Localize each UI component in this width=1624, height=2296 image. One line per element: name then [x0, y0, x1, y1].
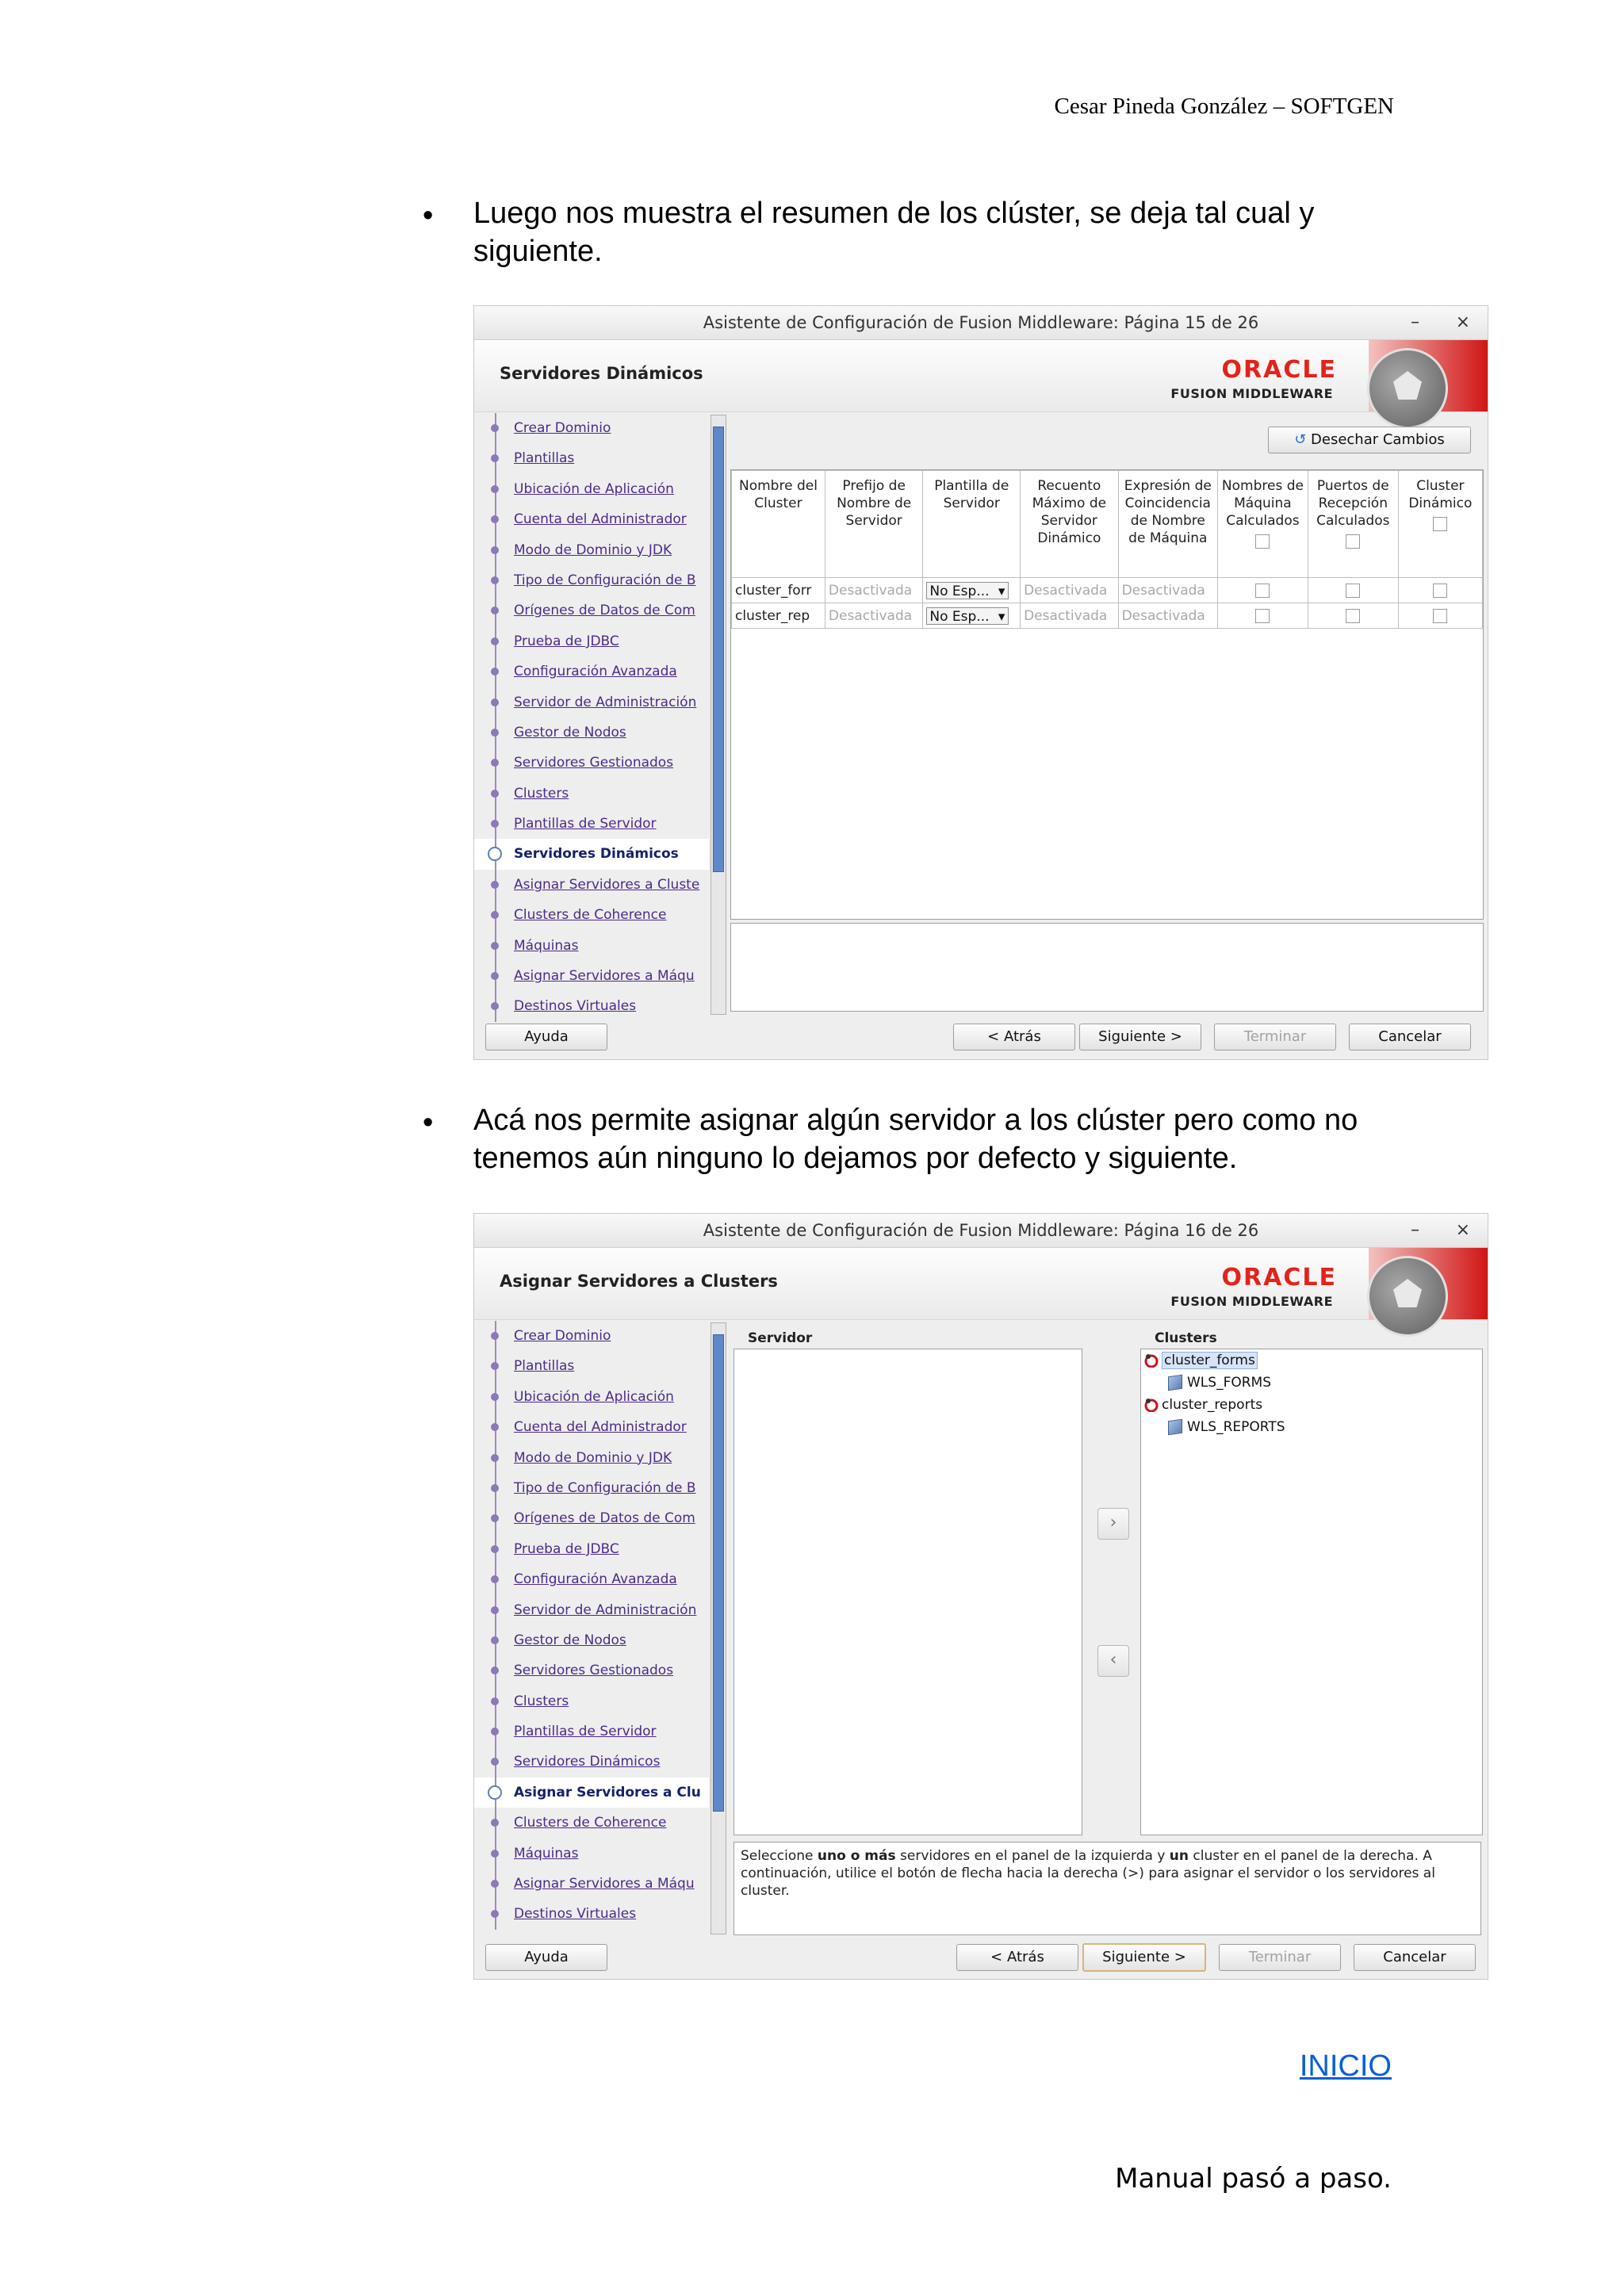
discard-changes-button[interactable]: ↺ Desechar Cambios: [1268, 427, 1471, 453]
step-indicator-icon: [491, 759, 499, 767]
minimize-icon[interactable]: –: [1411, 1220, 1419, 1240]
wizard-step-item[interactable]: [474, 1686, 709, 1716]
step-indicator-icon: [491, 1606, 499, 1614]
wizard-step-item[interactable]: [474, 1716, 709, 1747]
wizard-step-item[interactable]: [474, 1655, 709, 1686]
step-label[interactable]: Ubicación de Aplicación: [514, 480, 674, 497]
window-title: Asistente de Configuración de Fusion Middleware: Página 16 de 26: [703, 1221, 1259, 1240]
wizard-step-item[interactable]: [474, 900, 709, 930]
bullet-1-text: Luego nos muestra el resumen de los clúster, se deja tal cual y siguiente.: [473, 197, 1315, 268]
step-label[interactable]: Clusters: [514, 1693, 569, 1709]
wizard-step-item[interactable]: [474, 991, 709, 1021]
step-label[interactable]: Servidor de Administración: [514, 1601, 697, 1618]
step-indicator-icon: [491, 881, 499, 889]
wizard-step-item[interactable]: [474, 1321, 709, 1351]
wizard-step-item[interactable]: [474, 961, 709, 991]
step-label[interactable]: Prueba de JDBC: [514, 1540, 619, 1557]
wizard-step-item[interactable]: [474, 1443, 709, 1473]
wizard-step-item[interactable]: [474, 1808, 709, 1838]
window-titlebar: [474, 1214, 1488, 1248]
step-label[interactable]: Servidor de Administración: [514, 694, 697, 710]
row-checkbox[interactable]: [1433, 609, 1447, 623]
step-indicator-icon: [491, 515, 499, 523]
step-indicator-icon: [491, 911, 499, 919]
page-heading: Servidores Dinámicos: [500, 364, 703, 383]
wizard-step-item[interactable]: [474, 1625, 709, 1655]
step-indicator-icon: [491, 546, 499, 554]
checkbox-cell[interactable]: [1308, 603, 1398, 629]
step-label[interactable]: Modo de Dominio y JDK: [514, 1449, 672, 1466]
step-label[interactable]: Máquinas: [514, 937, 579, 954]
step-label[interactable]: Crear Dominio: [514, 420, 611, 436]
select-all-checkbox[interactable]: [1346, 534, 1360, 549]
back-button[interactable]: < Atrás: [956, 1944, 1078, 1971]
back-button[interactable]: < Atrás: [953, 1024, 1075, 1050]
wizard-step-item[interactable]: [474, 839, 709, 869]
config-wizard-dialog-page-15: [473, 305, 1488, 1060]
next-button[interactable]: Siguiente >: [1079, 1024, 1201, 1050]
column-header[interactable]: [825, 471, 922, 578]
bullet-1-marker: •: [423, 199, 434, 232]
row-checkbox[interactable]: [1255, 584, 1270, 598]
step-indicator-icon: [491, 698, 499, 706]
column-header-label: Recuento Máximo de Servidor Dinámico: [1032, 478, 1107, 546]
step-indicator-icon: [491, 729, 499, 737]
document-header: Cesar Pineda González – SOFTGEN: [1054, 94, 1394, 119]
step-label[interactable]: Asignar Servidores a Máqu: [514, 1876, 695, 1892]
step-indicator-icon: [491, 820, 499, 828]
wizard-step-item[interactable]: [474, 718, 709, 748]
step-indicator-icon: [491, 576, 499, 584]
step-label[interactable]: Modo de Dominio y JDK: [514, 541, 672, 558]
step-indicator-icon: [491, 454, 499, 462]
dynamic-servers-table: [731, 470, 1483, 629]
column-header[interactable]: [923, 471, 1021, 578]
assign-right-arrow-icon[interactable]: ›: [1097, 1508, 1129, 1540]
wizard-step-item[interactable]: [474, 1595, 709, 1625]
window-title: Asistente de Configuración de Fusion Middleware: Página 15 de 26: [703, 313, 1259, 332]
steps-scrollbar-thumb[interactable]: [713, 1334, 724, 1812]
step-indicator-icon: [491, 607, 499, 614]
finish-button[interactable]: Terminar: [1214, 1024, 1336, 1050]
page-banner: [474, 340, 1488, 412]
cancel-button[interactable]: Cancelar: [1349, 1024, 1471, 1050]
step-label[interactable]: Gestor de Nodos: [514, 724, 626, 740]
wizard-step-item[interactable]: [474, 1351, 709, 1381]
wizard-step-item[interactable]: [474, 1564, 709, 1594]
wizard-step-item[interactable]: [474, 1899, 709, 1929]
servers-list[interactable]: [733, 1349, 1082, 1835]
wizard-step-item[interactable]: [474, 1839, 709, 1869]
checkbox-cell[interactable]: [1398, 578, 1482, 603]
tree-cluster-node[interactable]: [1144, 1353, 1258, 1368]
wizard-step-item[interactable]: [474, 870, 709, 900]
tree-server-node[interactable]: [1168, 1375, 1271, 1391]
wizard-step-item[interactable]: [474, 565, 709, 595]
footer-note: Manual pasó a paso.: [1115, 2163, 1392, 2195]
tree-node-label: WLS_REPORTS: [1187, 1419, 1285, 1435]
step-label[interactable]: Prueba de JDBC: [514, 633, 619, 649]
step-label[interactable]: Tipo de Configuración de B: [514, 1479, 696, 1496]
step-label[interactable]: Servidores Dinámicos: [514, 1754, 661, 1770]
next-button[interactable]: Siguiente >: [1082, 1943, 1206, 1972]
table-cell[interactable]: cluster_forr: [732, 578, 825, 603]
help-button[interactable]: Ayuda: [485, 1944, 607, 1971]
step-label[interactable]: Clusters de Coherence: [514, 907, 667, 924]
step-label[interactable]: Destinos Virtuales: [514, 998, 637, 1015]
step-indicator-icon: [491, 1454, 499, 1462]
table-cell[interactable]: Desactivada: [1118, 603, 1217, 629]
step-label[interactable]: Ubicación de Aplicación: [514, 1388, 674, 1405]
checkbox-cell[interactable]: [1398, 603, 1482, 629]
server-cube-icon: [1168, 1419, 1182, 1436]
clusters-tree-header: Clusters: [1155, 1330, 1217, 1346]
step-indicator-icon: [491, 1636, 499, 1644]
wizard-step-item[interactable]: [474, 474, 709, 504]
cluster-icon: [1144, 1353, 1159, 1368]
step-indicator-icon: [491, 424, 499, 432]
minimize-icon[interactable]: –: [1411, 312, 1419, 332]
steps-scrollbar[interactable]: [710, 415, 726, 1015]
undo-icon: ↺: [1294, 431, 1307, 448]
table-row[interactable]: [732, 603, 1483, 629]
page-banner: [474, 1248, 1488, 1320]
dynamic-servers-table-panel: [730, 469, 1484, 920]
oracle-badge-icon: [1367, 1256, 1448, 1337]
step-indicator-icon: [491, 1819, 499, 1827]
column-header[interactable]: [1398, 471, 1482, 578]
bullet-2-marker: •: [423, 1106, 434, 1139]
step-label[interactable]: Plantillas de Servidor: [514, 816, 657, 832]
fusion-middleware-text: FUSION MIDDLEWARE: [1170, 1294, 1333, 1309]
step-indicator-icon: [491, 1423, 499, 1431]
checkbox-cell[interactable]: [1218, 578, 1308, 603]
step-label[interactable]: Crear Dominio: [514, 1328, 611, 1344]
step-label[interactable]: Orígenes de Datos de Com: [514, 1510, 695, 1527]
step-indicator-icon: [491, 1545, 499, 1553]
row-checkbox[interactable]: [1346, 584, 1360, 598]
column-header-label: Puertos de Recepción Calculados: [1316, 478, 1390, 529]
column-header[interactable]: [1308, 471, 1398, 578]
unassign-left-arrow-icon[interactable]: ‹: [1097, 1645, 1129, 1677]
tree-cluster-node[interactable]: [1144, 1397, 1262, 1413]
wizard-step-item[interactable]: [474, 1534, 709, 1564]
server-cube-icon: [1168, 1375, 1182, 1391]
step-indicator-icon: [491, 1697, 499, 1705]
step-label[interactable]: Asignar Servidores a Cluste: [514, 876, 700, 893]
server-template-dropdown[interactable]: No Esp... ▾: [926, 607, 1009, 625]
step-label[interactable]: Servidores Dinámicos: [514, 846, 679, 863]
row-checkbox[interactable]: [1433, 584, 1447, 598]
select-all-checkbox[interactable]: [1433, 517, 1447, 531]
column-header[interactable]: [1118, 471, 1217, 578]
step-indicator-icon: [491, 790, 499, 798]
cluster-icon: [1144, 1398, 1159, 1412]
column-header-label: Prefijo de Nombre de Servidor: [837, 478, 912, 529]
step-indicator-icon: [491, 1514, 499, 1522]
table-row[interactable]: [732, 578, 1483, 603]
clusters-tree[interactable]: [1140, 1349, 1483, 1835]
steps-scrollbar-thumb[interactable]: [713, 427, 724, 872]
close-icon[interactable]: ×: [1455, 1220, 1470, 1240]
step-indicator-icon: [491, 1002, 499, 1010]
step-indicator-icon: [491, 1362, 499, 1370]
step-label[interactable]: Gestor de Nodos: [514, 1632, 626, 1648]
column-header-label: Nombres de Máquina Calculados: [1221, 478, 1304, 529]
servers-list-header: Servidor: [748, 1330, 813, 1346]
wizard-step-item[interactable]: [474, 1412, 709, 1442]
wizard-step-item[interactable]: [474, 748, 709, 778]
step-label[interactable]: Servidores Gestionados: [514, 755, 674, 771]
step-label[interactable]: Orígenes de Datos de Com: [514, 603, 695, 619]
step-label[interactable]: Plantillas: [514, 1358, 575, 1375]
step-indicator-icon: [491, 1880, 499, 1888]
wizard-step-item[interactable]: [474, 656, 709, 687]
wizard-step-item[interactable]: [474, 1473, 709, 1503]
window-titlebar: [474, 306, 1488, 340]
wizard-step-item[interactable]: [474, 1503, 709, 1533]
table-cell[interactable]: Desactivada: [1021, 603, 1118, 629]
step-indicator-icon: [491, 1484, 499, 1492]
step-indicator-icon: [491, 637, 499, 645]
bullet-2-text: Acá nos permite asignar algún servidor a los clúster pero como no tenemos aún ninguno lo dejamos por defecto y siguiente.: [473, 1104, 1358, 1175]
template-combo-cell[interactable]: [923, 603, 1021, 629]
wizard-step-item[interactable]: [474, 1777, 709, 1808]
table-cell[interactable]: cluster_rep: [732, 603, 825, 629]
wizard-step-item[interactable]: [474, 413, 709, 443]
page-heading: Asignar Servidores a Clusters: [500, 1272, 778, 1291]
details-panel: [730, 923, 1484, 1012]
wizard-step-item[interactable]: [474, 1382, 709, 1412]
row-checkbox[interactable]: [1255, 609, 1270, 623]
step-indicator-icon: [491, 1850, 499, 1858]
step-label[interactable]: Plantillas: [514, 450, 575, 467]
fusion-middleware-text: FUSION MIDDLEWARE: [1170, 386, 1333, 401]
column-header-label: Cluster Dinámico: [1408, 478, 1473, 511]
step-indicator-icon: [491, 1393, 499, 1401]
step-label[interactable]: Destinos Virtuales: [514, 1906, 637, 1923]
column-header-label: Nombre del Cluster: [739, 478, 818, 511]
step-label[interactable]: Clusters: [514, 785, 569, 802]
step-label[interactable]: Configuración Avanzada: [514, 1571, 677, 1588]
tree-node-label: cluster_forms: [1162, 1352, 1258, 1369]
finish-button[interactable]: Terminar: [1219, 1944, 1341, 1971]
wizard-step-item[interactable]: [474, 931, 709, 961]
inicio-link[interactable]: INICIO: [1299, 2049, 1392, 2083]
template-combo-cell[interactable]: [923, 578, 1021, 603]
step-indicator-icon: [491, 1758, 499, 1766]
wizard-steps-nav: [474, 1321, 709, 1930]
step-indicator-icon: [491, 1575, 499, 1583]
step-indicator-icon: [491, 972, 499, 980]
step-label[interactable]: Clusters de Coherence: [514, 1815, 667, 1831]
wizard-step-item[interactable]: [474, 626, 709, 656]
help-button[interactable]: Ayuda: [485, 1024, 607, 1050]
config-wizard-dialog-page-16: [473, 1213, 1488, 1980]
table-cell[interactable]: Desactivada: [1118, 578, 1217, 603]
steps-scrollbar[interactable]: [710, 1322, 726, 1934]
table-cell[interactable]: Desactivada: [825, 578, 922, 603]
table-cell[interactable]: Desactivada: [1021, 578, 1118, 603]
step-label[interactable]: Plantillas de Servidor: [514, 1724, 657, 1740]
oracle-logo-text: ORACLE: [1221, 356, 1337, 384]
wizard-step-item[interactable]: [474, 687, 709, 718]
wizard-step-item[interactable]: [474, 1869, 709, 1899]
wizard-step-item[interactable]: [474, 535, 709, 565]
tree-node-label: cluster_reports: [1162, 1397, 1263, 1413]
wizard-step-item[interactable]: [474, 779, 709, 809]
tree-server-node[interactable]: [1168, 1419, 1285, 1435]
wizard-step-item[interactable]: [474, 504, 709, 534]
step-indicator-icon: [491, 1667, 499, 1674]
column-header[interactable]: [732, 471, 825, 578]
help-text-panel: Seleccione uno o más servidores en el panel de la izquierda y un cluster en el panel de la derecha. A continuación, utilice el botón de flecha hacia la derecha (>) para asignar el servidor o los servidores al cluster.: [733, 1842, 1481, 1935]
step-indicator-icon: [491, 1910, 499, 1918]
wizard-steps-nav: [474, 413, 709, 1022]
oracle-badge-icon: [1367, 348, 1448, 429]
step-indicator-icon: [491, 485, 499, 493]
step-label[interactable]: Máquinas: [514, 1845, 579, 1862]
step-label[interactable]: Servidores Gestionados: [514, 1663, 674, 1679]
wizard-step-item[interactable]: [474, 595, 709, 626]
step-label[interactable]: Tipo de Configuración de B: [514, 572, 696, 588]
wizard-step-item[interactable]: [474, 1747, 709, 1777]
tree-node-label: WLS_FORMS: [1187, 1375, 1272, 1391]
step-label[interactable]: Asignar Servidores a Máqu: [514, 968, 695, 985]
step-label[interactable]: Cuenta del Administrador: [514, 1419, 687, 1436]
close-icon[interactable]: ×: [1455, 312, 1470, 332]
step-indicator-icon: [488, 1785, 502, 1800]
step-indicator-icon: [491, 942, 499, 950]
table-cell[interactable]: Desactivada: [825, 603, 922, 629]
step-indicator-icon: [488, 847, 502, 861]
wizard-step-item[interactable]: [474, 809, 709, 839]
select-all-checkbox[interactable]: [1255, 534, 1270, 549]
step-label[interactable]: Asignar Servidores a Clu: [514, 1784, 701, 1800]
oracle-logo-text: ORACLE: [1221, 1264, 1337, 1292]
step-indicator-icon: [491, 668, 499, 675]
step-indicator-icon: [491, 1332, 499, 1340]
column-header[interactable]: [1021, 471, 1118, 578]
column-header[interactable]: [1218, 471, 1308, 578]
cancel-button[interactable]: Cancelar: [1354, 1944, 1476, 1971]
step-label[interactable]: Configuración Avanzada: [514, 664, 677, 680]
checkbox-cell[interactable]: [1308, 578, 1398, 603]
row-checkbox[interactable]: [1346, 609, 1360, 623]
column-header-label: Plantilla de Servidor: [934, 478, 1009, 511]
server-template-dropdown[interactable]: No Esp... ▾: [926, 582, 1009, 599]
column-header-label: Expresión de Coincidencia de Nombre de Máquina: [1124, 478, 1212, 546]
step-label[interactable]: Cuenta del Administrador: [514, 511, 687, 528]
step-indicator-icon: [491, 1728, 499, 1735]
checkbox-cell[interactable]: [1218, 603, 1308, 629]
wizard-step-item[interactable]: [474, 443, 709, 473]
